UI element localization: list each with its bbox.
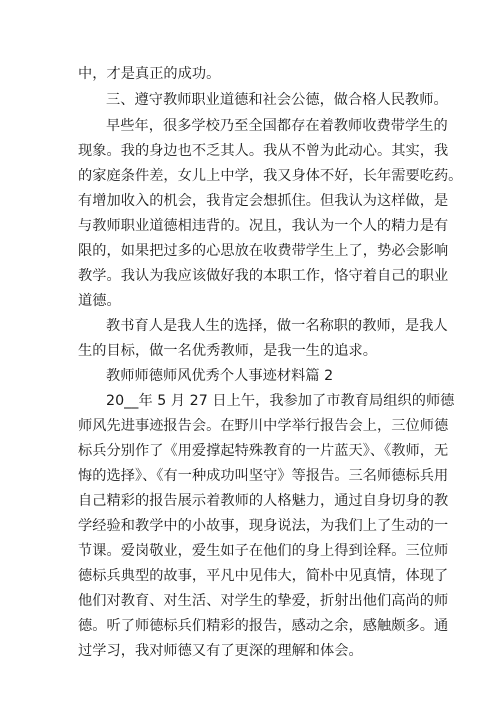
text-line: 教学。我认为我应该做好我的本职工作，恪守着自己的职业 — [78, 268, 449, 284]
text-line: 他们对教育、对生活、对学生的挚爱，折射出他们高尚的师 — [78, 593, 449, 609]
article-title: 教师师德师风优秀个人事迹材料篇 2 — [106, 368, 334, 384]
text-line: 的家庭条件差，女儿上中学，我又身体不好，长年需要吃药。 — [78, 168, 463, 184]
text-line: 节课。爱岗敬业，爱生如子在他们的身上得到诠释。三位师 — [78, 543, 449, 559]
text-line: 教书育人是我人生的选择，做一名称职的教师，是我人 — [106, 318, 448, 334]
text-line: 有增加收入的机会，我肯定会想抓住。但我认为这样做，是 — [78, 193, 449, 209]
text-line: 道德。 — [78, 293, 121, 309]
text-line: 悔的选择》、《有一种成功叫坚守》等报告。三名师德标兵用 — [78, 468, 449, 484]
text-line: 限的，如果把过多的心思放在收费带学生上了，势必会影响 — [78, 243, 449, 259]
text-line: 中，才是真正的成功。 — [78, 66, 221, 82]
text-line: 与教师职业道德相违背的。况且，我认为一个人的精力是有 — [78, 218, 449, 234]
text-line: 早些年，很多学校乃至全国都存在着教师收费带学生的 — [106, 118, 448, 134]
section-heading: 三、遵守教师职业道德和社会公德，做合格人民教师。 — [106, 92, 448, 108]
text-line: 生的目标，做一名优秀教师，是我一生的追求。 — [78, 343, 377, 359]
text-line: 过学习，我对师德又有了更深的理解和体会。 — [78, 643, 363, 659]
text-line: 自己精彩的报告展示着教师的人格魅力，通过自身切身的教 — [78, 493, 449, 509]
text-line: 现象。我的身边也不乏其人。我从不曾为此动心。其实，我 — [78, 143, 449, 159]
text-line: 德标兵典型的故事，平凡中见伟大，简朴中见真情，体现了 — [78, 568, 449, 584]
text-line: 德。听了师德标兵们精彩的报告，感动之余，感触颇多。通 — [78, 618, 449, 634]
text-line: 标兵分别作了《用爱撑起特殊教育的一片蓝天》、《教师，无 — [78, 443, 449, 459]
text-line: 20__年 5 月 27 日上午，我参加了市教育局组织的师德 — [106, 393, 455, 409]
text-line: 学经验和教学中的小故事，现身说法，为我们上了生动的一 — [78, 518, 449, 534]
text-line: 师风先进事迹报告会。在野川中学举行报告会上，三位师德 — [78, 418, 449, 434]
